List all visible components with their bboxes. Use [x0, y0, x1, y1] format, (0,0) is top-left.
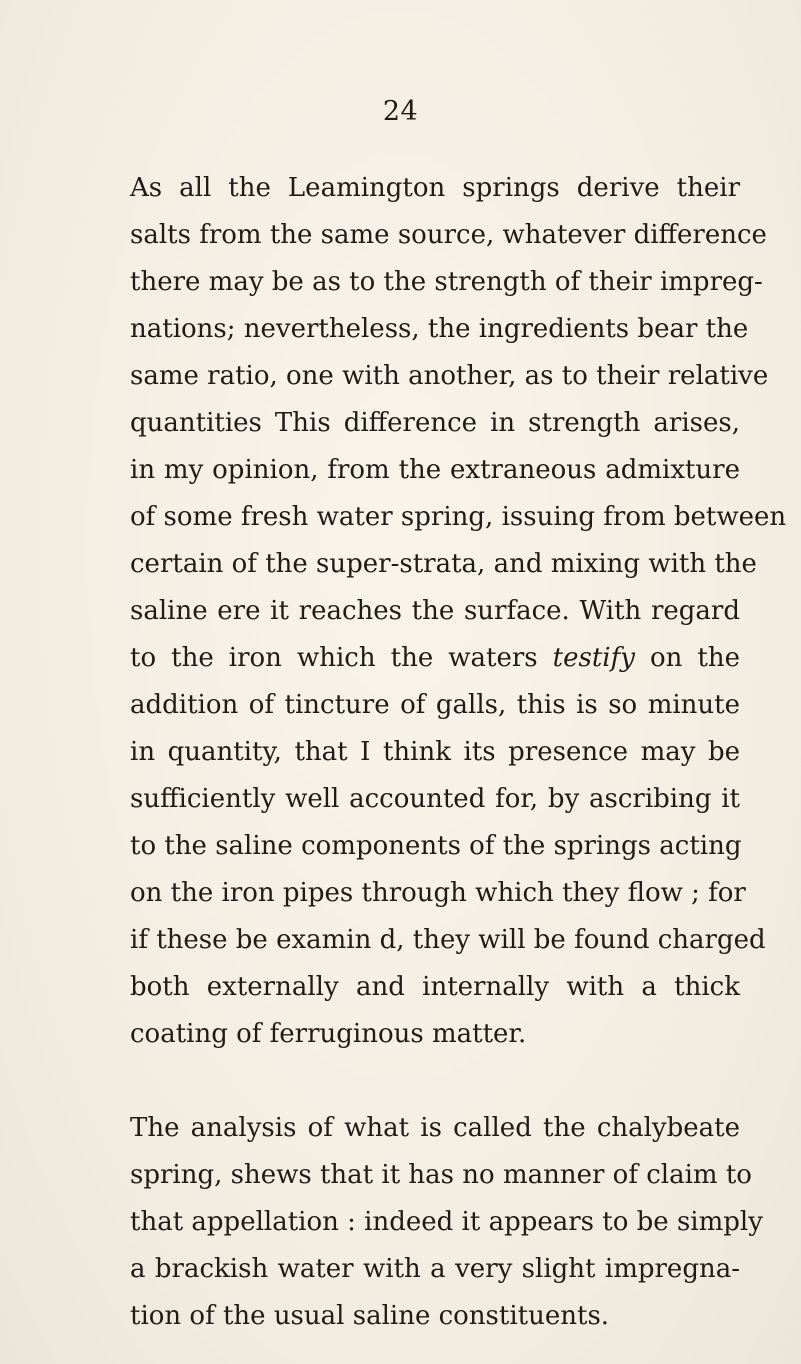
paragraph-2-line-4: a brackish water with a very slight impregna-	[130, 1254, 740, 1284]
paragraph-1-line-11	[130, 642, 740, 674]
paragraph-1-line-2: salts from the same source, whatever difference	[130, 220, 767, 250]
paragraph-1-line-16: on the iron pipes through which they flow ; for	[130, 878, 746, 908]
paragraph-2-line-1: The analysis of what is called the chalybeate	[130, 1113, 740, 1143]
paragraph-1-line-8: of some fresh water spring, issuing from between	[130, 502, 787, 532]
paragraph-2-line-3: that appellation : indeed it appears to be simply	[130, 1207, 763, 1237]
paragraph-1-line-4: nations; nevertheless, the ingredients bear the	[130, 314, 749, 344]
paragraph-1-line-18: both externally and internally with a thick	[130, 972, 740, 1002]
paragraph-1-line-3: there may be as to the strength of their impreg-	[130, 267, 763, 297]
paragraph-1-line-9: certain of the super-strata, and mixing with the	[130, 549, 757, 579]
paragraph-2-line-2: spring, shews that it has no manner of claim to	[130, 1160, 752, 1190]
paragraph-1-line-1: As all the Leamington springs derive their	[130, 173, 740, 203]
paragraph-1-line-19: coating of ferruginous matter.	[130, 1019, 527, 1049]
paragraph-1-line-7: in my opinion, from the extraneous admixture	[130, 455, 740, 485]
paragraph-1-line-14: sufficiently well accounted for, by ascribing it	[130, 784, 740, 814]
line-11-tail: on the	[649, 643, 740, 673]
italic-word: testify	[552, 643, 635, 673]
paragraph-1-line-5: same ratio, one with another, as to their relative	[130, 361, 769, 391]
paragraph-1-line-6: quantities This difference in strength arises,	[130, 408, 740, 438]
paragraph-1-line-17: if these be examin d, they will be found charged	[130, 925, 766, 955]
paragraph-1-line-15: to the saline components of the springs acting	[130, 831, 742, 861]
paragraph-2-line-5: tion of the usual saline constituents.	[130, 1301, 610, 1331]
paragraph-1-line-12: addition of tincture of galls, this is so minute	[130, 690, 740, 720]
paragraph-1-line-10: saline ere it reaches the surface. With regard	[130, 596, 740, 626]
page-number: 24	[382, 96, 419, 127]
paragraph-1-line-13: in quantity, that I think its presence may be	[130, 737, 740, 767]
line-11-start: to the iron which the waters	[130, 643, 538, 673]
